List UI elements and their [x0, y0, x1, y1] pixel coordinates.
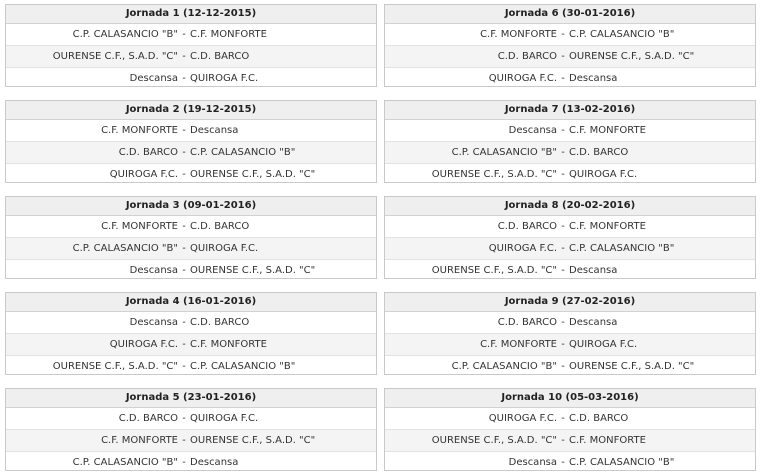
match-separator: -	[561, 29, 565, 40]
match-separator: -	[182, 413, 186, 424]
match-separator: -	[182, 265, 186, 276]
jornada-8-card	[384, 196, 756, 279]
match-separator: -	[561, 73, 565, 84]
home-team: OURENSE C.F., S.A.D. "C"	[431, 265, 557, 276]
jornada-9-card	[384, 292, 756, 375]
away-team: Descansa	[569, 317, 618, 328]
home-team: C.P. CALASANCIO "B"	[451, 147, 557, 158]
match-separator: -	[182, 221, 186, 232]
match-separator: -	[182, 317, 186, 328]
match-row	[385, 120, 755, 142]
jornada-title: Jornada 9 (27-02-2016)	[385, 293, 755, 312]
away-team: OURENSE C.F., S.A.D. "C"	[569, 51, 695, 62]
jornada-title: Jornada 3 (09-01-2016)	[6, 197, 376, 216]
away-team: Descansa	[190, 457, 239, 468]
jornada-5-card	[5, 388, 377, 471]
away-team: QUIROGA F.C.	[569, 339, 638, 350]
match-separator: -	[182, 73, 186, 84]
match-separator: -	[182, 169, 186, 180]
home-team: QUIROGA F.C.	[109, 169, 178, 180]
match-row	[385, 142, 755, 164]
match-separator: -	[561, 125, 565, 136]
away-team: C.F. MONFORTE	[190, 29, 267, 40]
jornada-6-card	[384, 4, 756, 87]
jornada-title: Jornada 6 (30-01-2016)	[385, 5, 755, 24]
home-team: OURENSE C.F., S.A.D. "C"	[431, 435, 557, 446]
home-team: C.F. MONFORTE	[480, 29, 557, 40]
jornada-title: Jornada 5 (23-01-2016)	[6, 389, 376, 408]
home-team: C.F. MONFORTE	[101, 125, 178, 136]
match-row	[6, 216, 376, 238]
home-team: Descansa	[129, 73, 178, 84]
jornada-4-card	[5, 292, 377, 375]
home-team: Descansa	[508, 457, 557, 468]
away-team: C.D. BARCO	[190, 51, 250, 62]
match-row	[6, 238, 376, 260]
match-row	[385, 46, 755, 68]
jornada-2-card	[5, 100, 377, 183]
away-team: OURENSE C.F., S.A.D. "C"	[190, 265, 316, 276]
home-team: C.P. CALASANCIO "B"	[72, 457, 178, 468]
home-team: C.D. BARCO	[497, 221, 557, 232]
match-separator: -	[561, 147, 565, 158]
away-team: OURENSE C.F., S.A.D. "C"	[190, 169, 316, 180]
match-row	[6, 408, 376, 430]
match-separator: -	[182, 29, 186, 40]
home-team: QUIROGA F.C.	[488, 413, 557, 424]
away-team: Descansa	[569, 73, 618, 84]
match-row	[385, 452, 755, 473]
jornada-title: Jornada 10 (05-03-2016)	[385, 389, 755, 408]
away-team: C.F. MONFORTE	[190, 339, 267, 350]
match-separator: -	[561, 169, 565, 180]
match-separator: -	[182, 147, 186, 158]
away-team: Descansa	[569, 265, 618, 276]
jornada-title: Jornada 7 (13-02-2016)	[385, 101, 755, 120]
jornada-10-card	[384, 388, 756, 471]
home-team: C.D. BARCO	[118, 147, 178, 158]
match-separator: -	[182, 435, 186, 446]
home-team: OURENSE C.F., S.A.D. "C"	[52, 51, 178, 62]
match-row	[385, 430, 755, 452]
match-separator: -	[561, 457, 565, 468]
match-separator: -	[182, 339, 186, 350]
match-separator: -	[561, 51, 565, 62]
match-row	[385, 334, 755, 356]
match-separator: -	[561, 317, 565, 328]
match-separator: -	[182, 125, 186, 136]
match-row	[6, 120, 376, 142]
match-separator: -	[561, 413, 565, 424]
away-team: C.D. BARCO	[190, 317, 250, 328]
match-row	[6, 46, 376, 68]
away-team: C.P. CALASANCIO "B"	[569, 457, 675, 468]
away-team: C.F. MONFORTE	[569, 435, 646, 446]
match-row	[6, 312, 376, 334]
away-team: C.D. BARCO	[569, 413, 629, 424]
home-team: QUIROGA F.C.	[488, 73, 557, 84]
jornada-7-card	[384, 100, 756, 183]
home-team: QUIROGA F.C.	[109, 339, 178, 350]
home-team: C.P. CALASANCIO "B"	[72, 243, 178, 254]
match-separator: -	[182, 361, 186, 372]
match-row	[6, 430, 376, 452]
match-separator: -	[561, 221, 565, 232]
away-team: QUIROGA F.C.	[190, 73, 259, 84]
jornada-title: Jornada 2 (19-12-2015)	[6, 101, 376, 120]
home-team: C.D. BARCO	[118, 413, 178, 424]
home-team: Descansa	[508, 125, 557, 136]
away-team: C.P. CALASANCIO "B"	[190, 147, 296, 158]
home-team: C.F. MONFORTE	[101, 435, 178, 446]
match-row	[385, 24, 755, 46]
match-row	[385, 68, 755, 89]
match-row	[385, 260, 755, 281]
match-row	[6, 356, 376, 377]
jornada-3-card	[5, 196, 377, 279]
away-team: C.F. MONFORTE	[569, 221, 646, 232]
home-team: C.D. BARCO	[497, 317, 557, 328]
away-team: C.D. BARCO	[190, 221, 250, 232]
jornada-title: Jornada 8 (20-02-2016)	[385, 197, 755, 216]
away-team: C.P. CALASANCIO "B"	[190, 361, 296, 372]
home-team: OURENSE C.F., S.A.D. "C"	[52, 361, 178, 372]
match-row	[385, 164, 755, 185]
match-row	[6, 260, 376, 281]
home-team: QUIROGA F.C.	[488, 243, 557, 254]
match-separator: -	[182, 457, 186, 468]
match-separator: -	[561, 435, 565, 446]
home-team: C.D. BARCO	[497, 51, 557, 62]
home-team: C.F. MONFORTE	[480, 339, 557, 350]
match-row	[6, 24, 376, 46]
away-team: C.F. MONFORTE	[569, 125, 646, 136]
home-team: OURENSE C.F., S.A.D. "C"	[431, 169, 557, 180]
away-team: OURENSE C.F., S.A.D. "C"	[569, 361, 695, 372]
away-team: C.P. CALASANCIO "B"	[569, 29, 675, 40]
match-row	[385, 356, 755, 377]
away-team: C.P. CALASANCIO "B"	[569, 243, 675, 254]
match-row	[385, 408, 755, 430]
home-team: Descansa	[129, 317, 178, 328]
away-team: OURENSE C.F., S.A.D. "C"	[190, 435, 316, 446]
home-team: C.P. CALASANCIO "B"	[451, 361, 557, 372]
match-row	[385, 312, 755, 334]
match-row	[385, 216, 755, 238]
match-row	[6, 142, 376, 164]
jornada-1-card	[5, 4, 377, 87]
home-team: C.P. CALASANCIO "B"	[72, 29, 178, 40]
match-separator: -	[182, 243, 186, 254]
match-row	[6, 452, 376, 473]
home-team: Descansa	[129, 265, 178, 276]
match-separator: -	[561, 243, 565, 254]
match-separator: -	[561, 265, 565, 276]
away-team: C.D. BARCO	[569, 147, 629, 158]
away-team: Descansa	[190, 125, 239, 136]
jornada-title: Jornada 4 (16-01-2016)	[6, 293, 376, 312]
home-team: C.F. MONFORTE	[101, 221, 178, 232]
match-row	[6, 334, 376, 356]
match-separator: -	[561, 339, 565, 350]
away-team: QUIROGA F.C.	[190, 243, 259, 254]
match-separator: -	[561, 361, 565, 372]
match-row	[6, 164, 376, 185]
away-team: QUIROGA F.C.	[569, 169, 638, 180]
match-row	[385, 238, 755, 260]
match-separator: -	[182, 51, 186, 62]
jornada-title: Jornada 1 (12-12-2015)	[6, 5, 376, 24]
match-row	[6, 68, 376, 89]
away-team: QUIROGA F.C.	[190, 413, 259, 424]
